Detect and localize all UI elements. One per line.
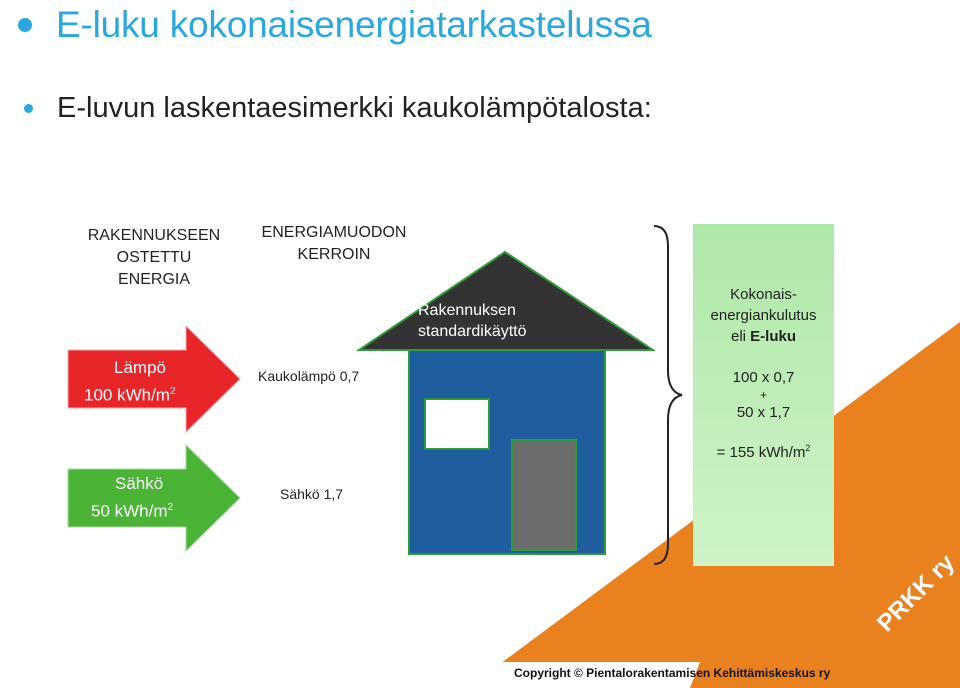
calc-total-sup: 2 [805,443,811,453]
brace-path [654,226,682,564]
roof-label-line: Rakennuksen [418,302,516,319]
electricity-amount [91,496,173,524]
e-luku-term: E-luku [750,328,797,345]
house-illustration [355,250,655,560]
heat-arrow-label [84,356,176,408]
slide-subtitle-text: E-luvun laskentaesimerkki kaukolämpötalosta: [57,92,652,124]
house-door [512,440,576,550]
electricity-arrow-label [91,472,173,524]
heading-line: RAKENNUKSEEN [87,227,221,244]
brand-logo-text: PRKK ry [872,549,960,638]
electricity-factor: Sähkö 1,7 [280,486,344,502]
heat-amount-value: 100 kWh/m [84,385,170,405]
slide-title [18,4,652,46]
electricity-amount-value: 50 kWh/m [91,501,168,521]
heat-amount [84,380,176,408]
subtitle-bullet-icon [24,104,33,113]
heat-label: Lämpö [114,358,166,377]
result-label-line [693,326,834,347]
result-label [693,284,834,347]
result-label-line: Kokonais- [730,286,797,303]
copyright-notice: Copyright © Pientalorakentamisen Kehittämiskeskus ry [514,666,831,680]
slide-title-text: E-luku kokonaisenergiatarkastelussa [56,4,652,45]
heading-line: OSTETTU [116,249,192,266]
calc-plus: + [759,388,767,402]
result-label-prefix: eli [730,328,751,345]
electricity-label: Sähkö [115,474,164,493]
curly-brace [648,222,688,568]
electricity-amount-sup: 2 [167,502,174,513]
heat-amount-sup: 2 [169,386,176,397]
calc-total [693,443,834,461]
calc-total-value: = 155 kWh/m [716,444,806,461]
purchased-energy-heading [70,225,238,291]
calc-electricity: 50 x 1,7 [736,404,791,421]
heading-line: ENERGIA [117,271,190,288]
roof-label-line: standardikäyttö [418,323,527,340]
district-heat-factor: Kaukolämpö 0,7 [258,368,360,384]
calc-heat: 100 x 0,7 [732,369,795,386]
heading-line: KERROIN [297,246,371,263]
result-label-line: energiankulutus [710,307,817,324]
slide-subtitle [24,92,652,125]
title-bullet-icon [18,18,32,32]
e-value-result-box [693,224,834,566]
heading-line: ENERGIAMUODON [261,224,407,241]
house-window [425,399,489,449]
roof-label [418,300,578,342]
